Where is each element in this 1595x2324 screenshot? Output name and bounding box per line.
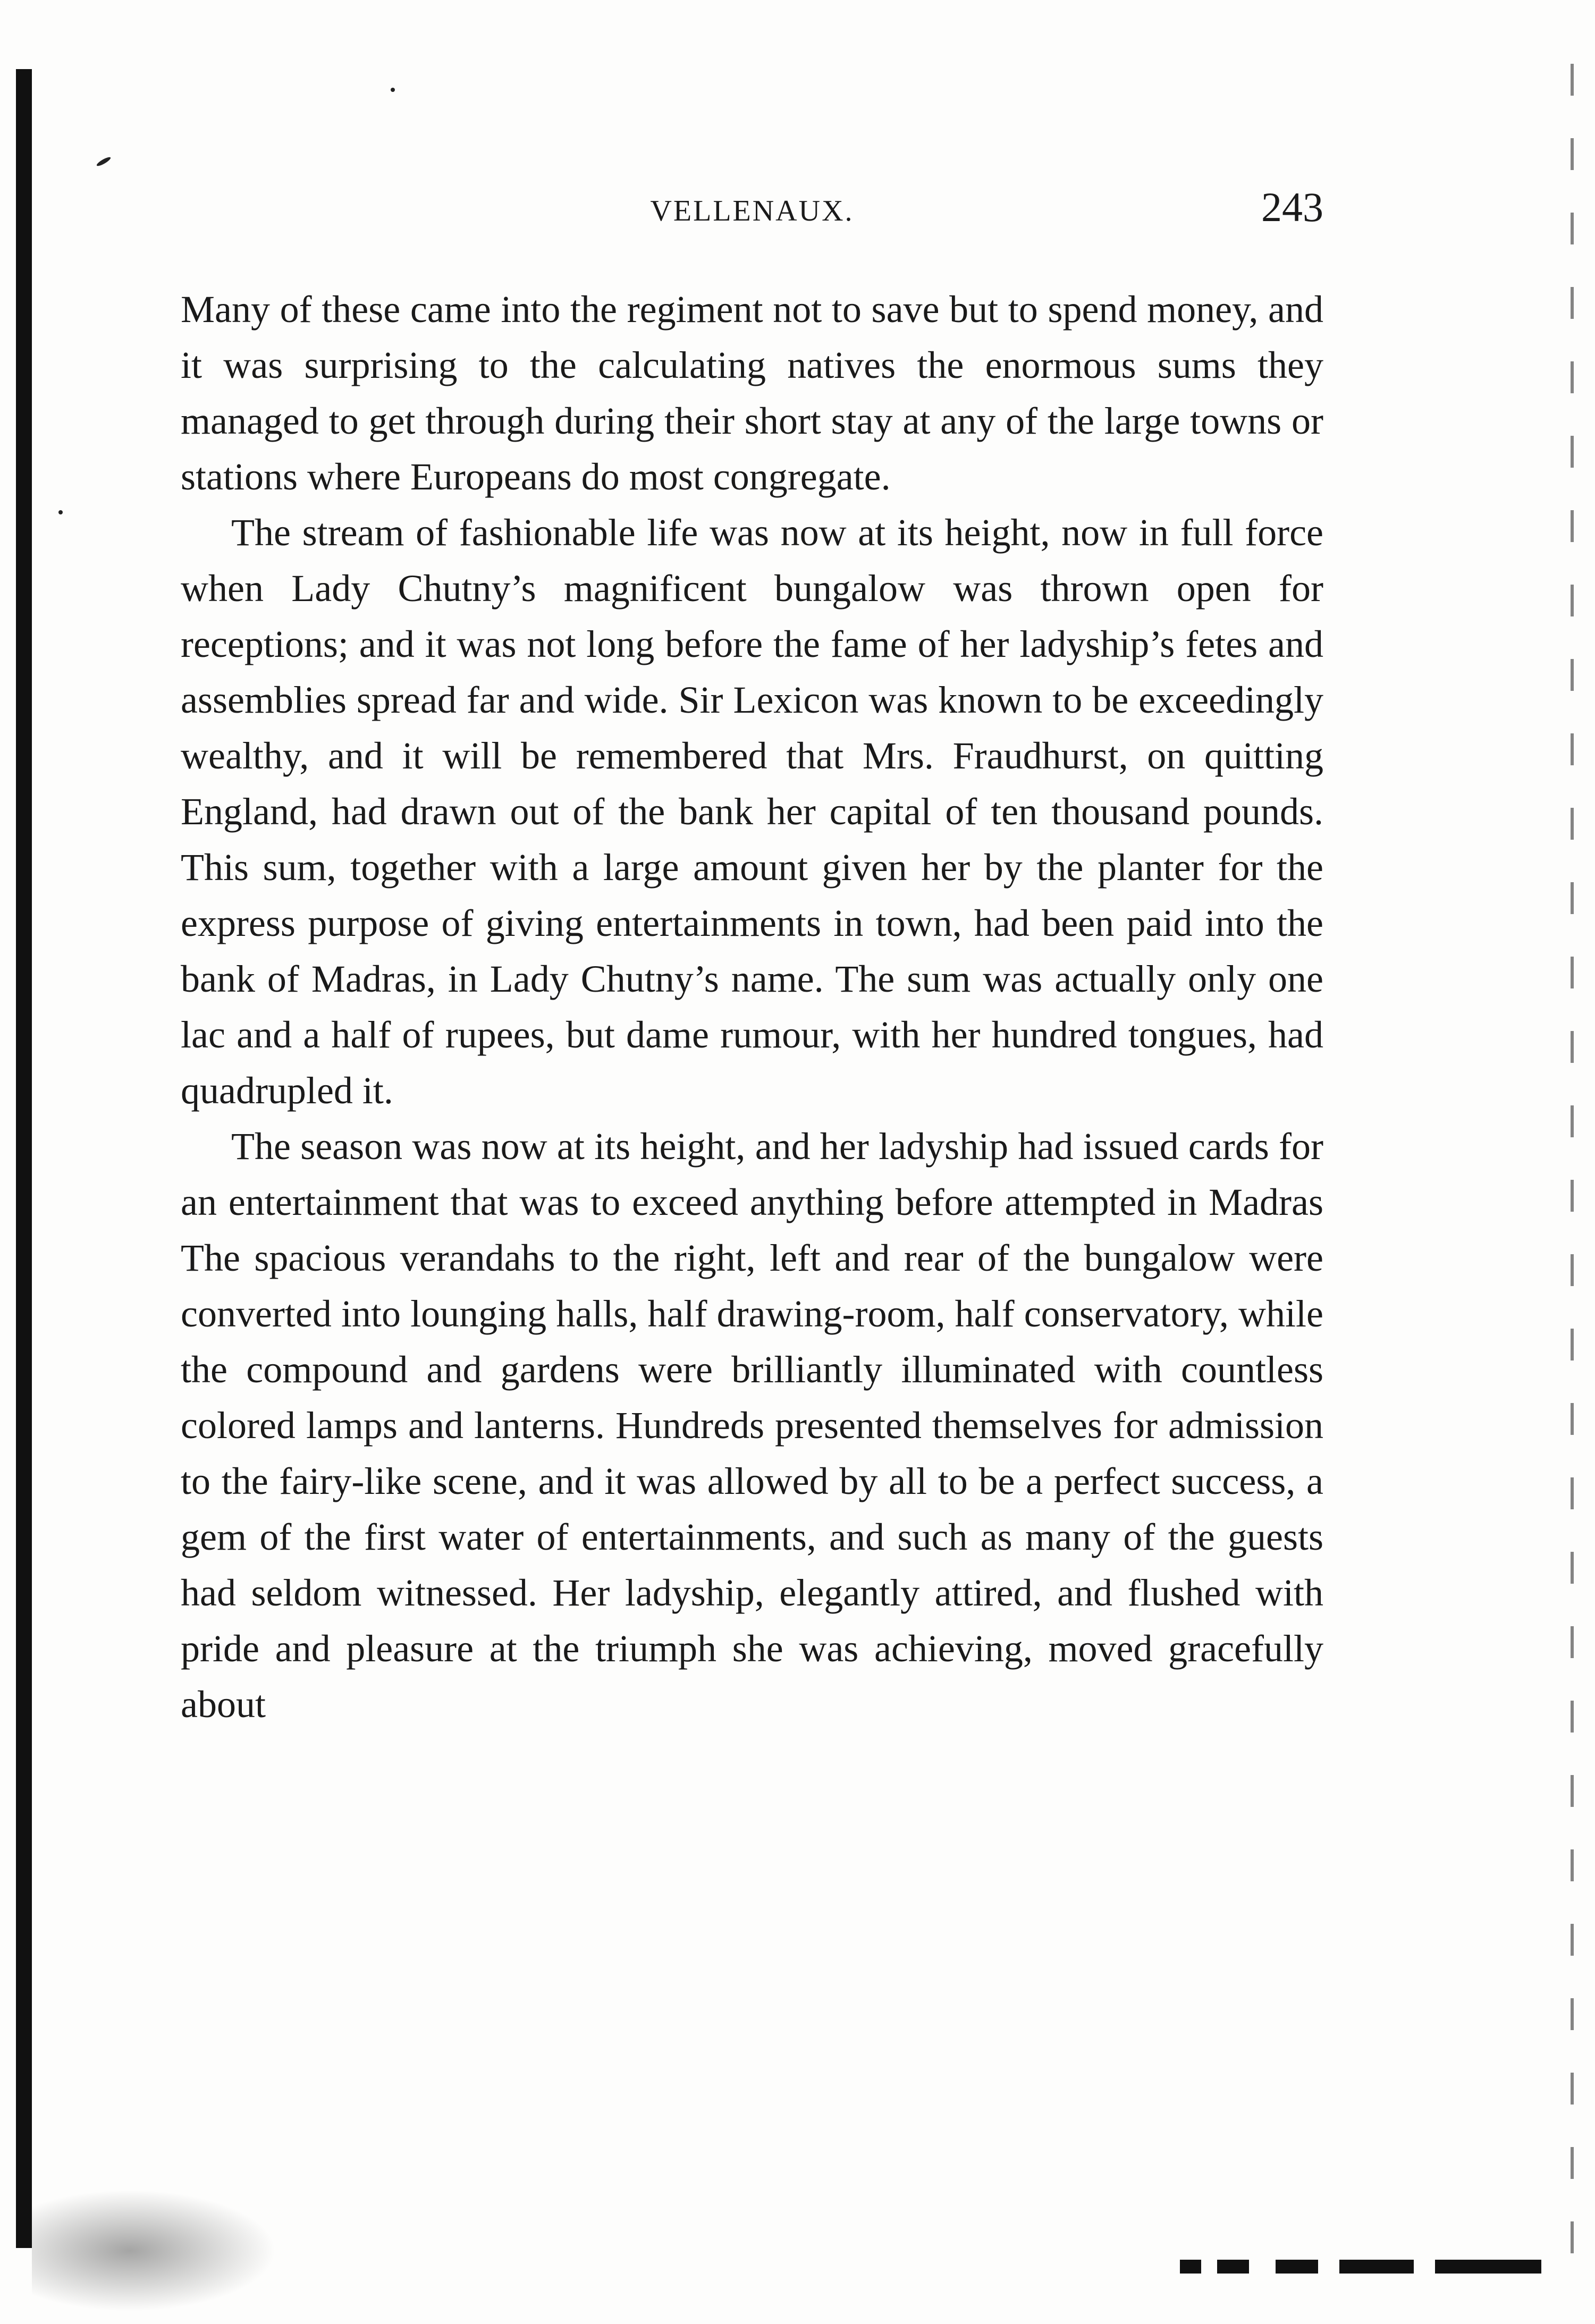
paragraph-2: The stream of fashionable life was now at its height, now in full force when Lady Chutny’s magnificent bungalow was thrown open for receptions; and it was not long before the fame of her ladyship’s fetes and assemblies spread far and wide. Sir Lexicon was known to be exceedingly wealthy, and it will be remembered that Mrs. Fraudhurst, on quitting England, had drawn out of the bank her capital of ten thousand pounds. This sum, together with a large amount given her by the planter for the express purpose of giving entertainments in town, had been paid into the bank of Madras, in Lady Chutny’s name. The sum was actually only one lac and a half of rupees, but dame rumour, with her hundred tongues, had quadrupled it. [181, 511, 1323, 1112]
scan-edge-mark [1339, 2260, 1414, 2274]
ink-speck [96, 156, 112, 167]
page-number: 243 [1261, 184, 1323, 230]
body-text [181, 282, 1323, 1733]
scan-edge-mark [1276, 2260, 1318, 2274]
scan-edge-mark [1217, 2260, 1249, 2274]
scan-edge-mark [1180, 2260, 1201, 2274]
scan-edge-mark [1435, 2260, 1541, 2274]
paragraph-3: The season was now at its height, and her ladyship had issued cards for an entertainment that was to exceed anything before attempted in Madras The spacious verandahs to the right, left and rear of the bungalow were converted into lounging halls, half drawing-room, half conservatory, while the compound and gardens were brilliantly illuminated with countless colored lamps and lanterns. Hundreds presented themselves for admission to the fairy-like scene, and it was allowed by all to be a perfect success, a gem of the first water of entertainments, and such as many of the guests had seldom witnessed. Her ladyship, elegantly attired, and flushed with pride and pleasure at the triumph she was achieving, moved gracefully about [181, 1125, 1323, 1726]
paragraph-1: Many of these came into the regiment not to save but to spend money, and it was surprising to the calculating natives the enormous sums they managed to get through during their short stay at any of the large towns or stations where Europeans do most congregate. [181, 288, 1323, 498]
page-edge-marks [1571, 64, 1574, 2269]
running-title: VELLENAUX. [650, 195, 854, 227]
running-header [181, 183, 1323, 242]
binding-shadow [16, 69, 32, 2248]
ink-speck [391, 88, 395, 92]
corner-smudge [32, 2190, 276, 2312]
ink-speck [58, 510, 63, 514]
